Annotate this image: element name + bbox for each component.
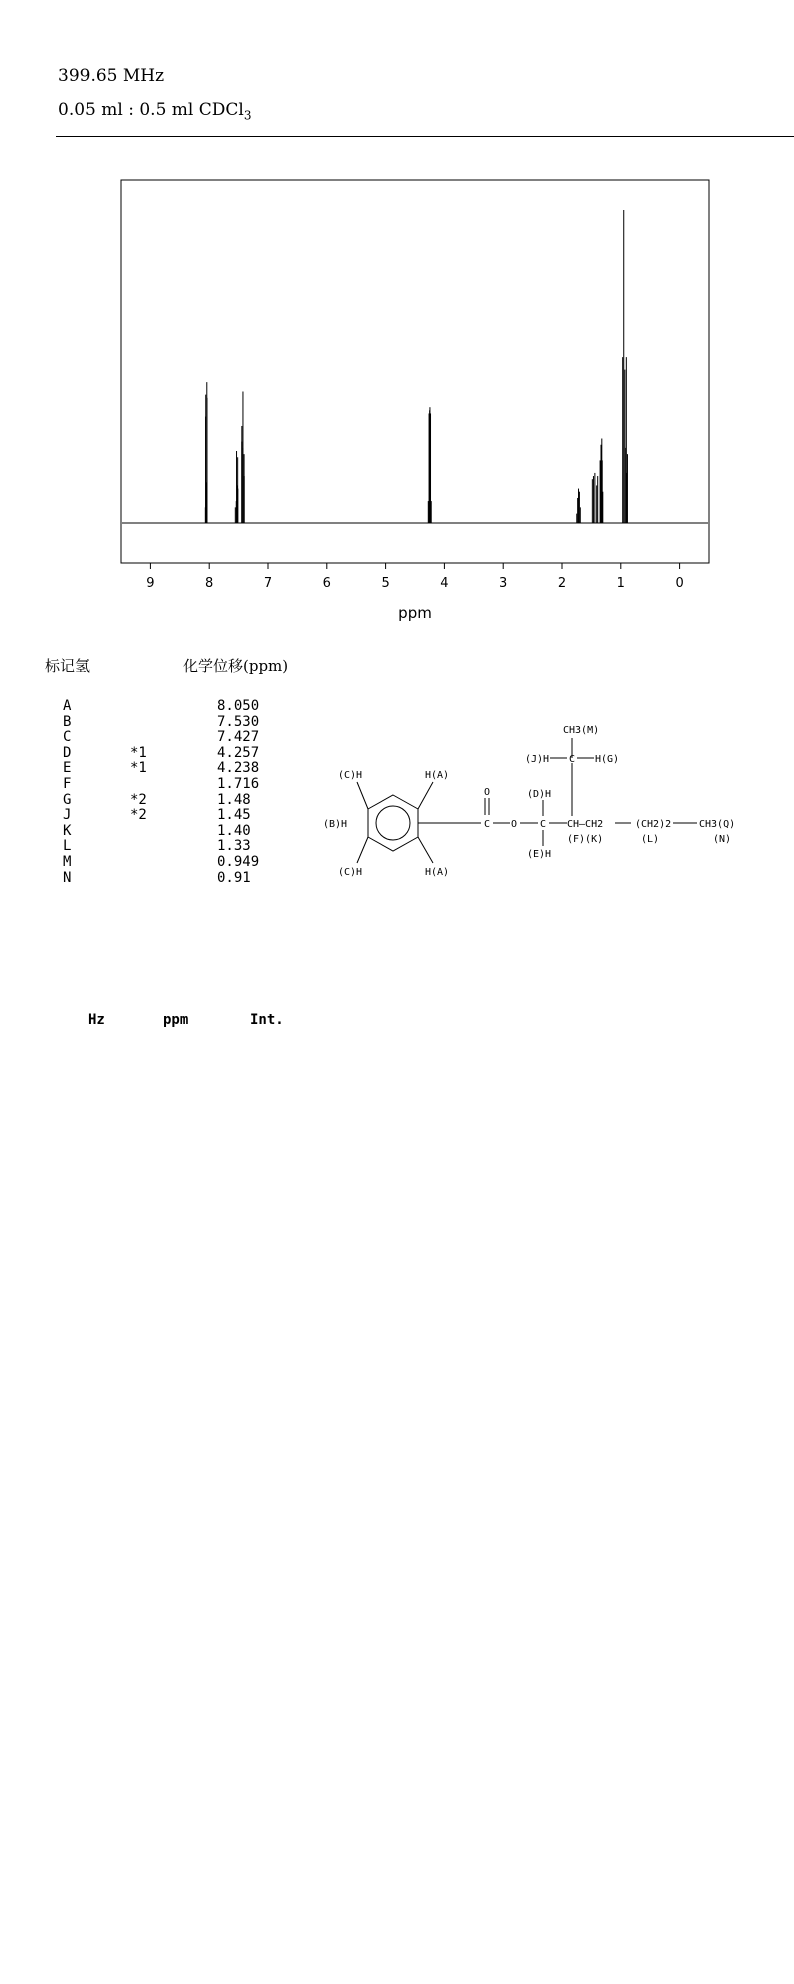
bond-ring-ha-bottom [418, 837, 433, 863]
solvent-subscript: 3 [243, 108, 252, 123]
header-int: Int. [250, 1012, 284, 1028]
bond-ring-ha-top [418, 782, 433, 809]
label-ha-top: H(A) [425, 770, 450, 781]
solvent-text: 0.05 ml : 0.5 ml CDCl [58, 100, 244, 120]
label-ch3-q: CH3(Q) [699, 819, 736, 830]
assignment-label: N [63, 869, 72, 886]
plot-frame [121, 180, 709, 563]
label-o-carbonyl: O [484, 787, 491, 798]
assignment-label: L [63, 838, 72, 855]
assignment-label: F [63, 775, 72, 792]
bond-ring-ch-top [357, 782, 368, 809]
x-axis-label: ppm [398, 604, 432, 622]
assignment-shift: 0.949 [217, 853, 260, 870]
spectrum-peaks [205, 210, 627, 523]
x-axis-tick-labels [146, 576, 683, 591]
label-ch-bottom: (C)H [338, 867, 363, 878]
label-ch-chain: CH—CH2 [567, 819, 604, 830]
assignment-shift: 0.91 [217, 869, 251, 886]
x-tick-label: 3 [499, 576, 508, 591]
assignment-shift: 1.45 [217, 807, 251, 824]
assignment-note: *1 [130, 760, 147, 777]
assignment-shift: 1.716 [217, 775, 260, 792]
assignment-note: *1 [130, 744, 147, 761]
aromatic-circle [376, 806, 410, 840]
x-axis-ticks [150, 563, 679, 569]
assignment-shift-header: 化学位移(ppm) [183, 657, 289, 675]
assignment-shift: 4.257 [217, 744, 260, 761]
assignment-label: E [63, 760, 72, 777]
assignment-label: G [63, 791, 72, 808]
nmr-spectrum-chart [0, 0, 794, 640]
assignment-label: B [63, 713, 72, 730]
assignment-label: A [63, 698, 72, 714]
x-tick-label: 8 [205, 576, 214, 591]
label-hg: H(G) [595, 754, 620, 765]
assignment-label: M [63, 853, 72, 870]
assignment-shift: 8.050 [217, 698, 260, 714]
label-bh: (B)H [323, 819, 348, 830]
label-o-ester: O [511, 819, 518, 830]
label-fk: (F)(K) [567, 834, 604, 845]
spectrometer-frequency: 399.65 MHz [58, 66, 165, 86]
assignment-note: *2 [130, 791, 147, 808]
x-tick-label: 5 [381, 576, 390, 591]
label-ch3-m: CH3(M) [563, 725, 600, 736]
label-dh: (D)H [527, 789, 552, 800]
assignment-label: C [63, 729, 72, 746]
assignment-note: *2 [130, 807, 147, 824]
label-n: (N) [713, 834, 732, 845]
label-ch2-2: (CH2)2 [635, 819, 672, 830]
label-c-ch2: C [540, 819, 547, 830]
label-eh: (E)H [527, 849, 552, 860]
assignment-shift: 7.530 [217, 713, 260, 730]
header-hz: Hz [88, 1012, 105, 1028]
assignment-label: D [63, 744, 72, 761]
x-tick-label: 6 [322, 576, 331, 591]
assignment-shift: 1.40 [217, 822, 251, 839]
assignment-label-header: 标记氢 [45, 657, 91, 675]
x-tick-label: 9 [146, 576, 155, 591]
label-ha-bottom: H(A) [425, 867, 450, 878]
assignment-label: J [63, 807, 72, 824]
x-tick-label: 4 [440, 576, 449, 591]
label-ch-top: (C)H [338, 770, 363, 781]
bond-ring-ch-bottom [357, 837, 368, 863]
label-l: (L) [641, 834, 660, 845]
assignment-label: K [63, 822, 72, 839]
x-tick-label: 2 [557, 576, 567, 591]
label-c-carbonyl: C [484, 819, 491, 830]
assignment-shift: 4.238 [217, 760, 260, 777]
x-tick-label: 7 [263, 576, 273, 591]
x-tick-label: 1 [616, 576, 625, 591]
header-ppm: ppm [163, 1012, 189, 1028]
x-tick-label: 0 [675, 576, 684, 591]
assignment-shift: 1.33 [217, 838, 251, 855]
chemical-structure [305, 700, 775, 920]
assignment-shift: 1.48 [217, 791, 251, 808]
label-jh: (J)H [525, 754, 550, 765]
label-c-branch: C [569, 754, 576, 765]
assignment-shift: 7.427 [217, 729, 260, 746]
